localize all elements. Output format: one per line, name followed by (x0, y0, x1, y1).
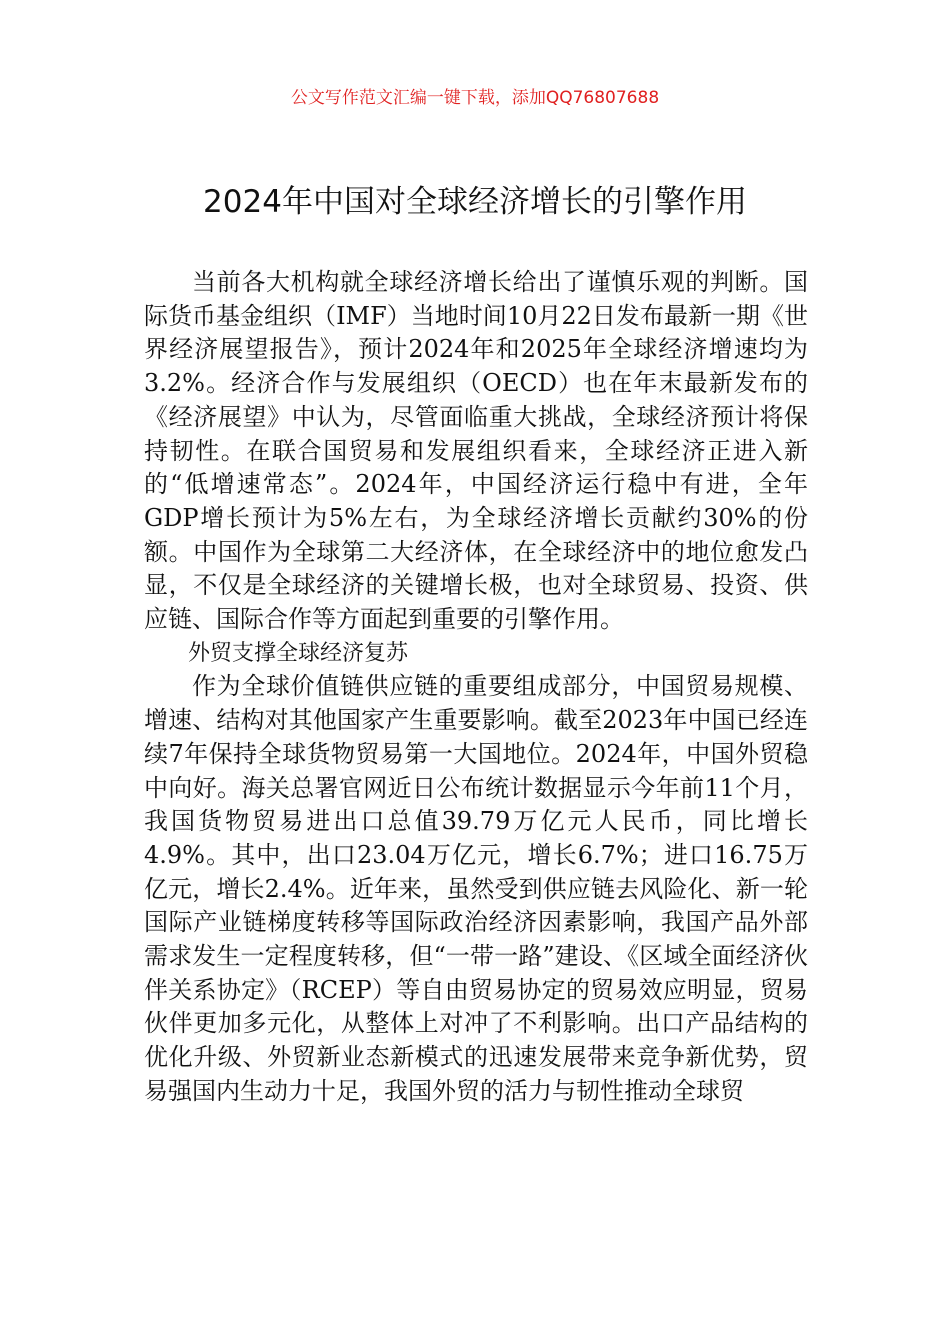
document-title: 2024年中国对全球经济增长的引擎作用 (203, 184, 747, 220)
paragraph-foreign-trade: 作为全球价值链供应链的重要组成部分，中国贸易规模、增速、结构对其他国家产生重要影响。截至2023年中国已经连续7年保持全球货物贸易第一大国地位。2024年，中国外贸稳中向好。海关总署官网近日公布统计数据显示今年前11个月，我国货物贸易进出口总值39.79万亿元人民币，同比增长4.9%。其中，出口23.04万亿元，增长6.7%；进口16.75万亿元，增长2.4%。近年来，虽然受到供应链去风险化、新一轮国际产业链梯度转移等国际政治经济因素影响，我国产品外部需求发生一定程度转移，但“一带一路”建设、《区域全面经济伙伴关系协定》（RCEP）等自由贸易协定的贸易效应明显，贸易伙伴更加多元化，从整体上对冲了不利影响。出口产品结构的优化升级、外贸新业态新模式的迅速发展带来竞争新优势，贸易强国内生动力十足，我国外贸的活力与韧性推动全球贸 (144, 672, 808, 1105)
document-body (144, 266, 808, 1109)
section-heading-foreign-trade: 外贸支撑全球经济复苏 (188, 640, 409, 666)
download-notice: 公文写作范文汇编一键下载，添加QQ76807688 (290, 88, 660, 108)
paragraph-intro: 当前各大机构就全球经济增长给出了谨慎乐观的判断。国际货币基金组织（IMF）当地时间10月22日发布最新一期《世界经济展望报告》，预计2024年和2025年全球经济增速均为3.2%。经济合作与发展组织（OECD）也在年末最新发布的《经济展望》中认为，尽管面临重大挑战，全球经济预计将保持韧性。在联合国贸易和发展组织看来，全球经济正进入新的“低增速常态”。2024年，中国经济运行稳中有进，全年GDP增长预计为5%左右，为全球经济增长贡献约30%的份额。中国作为全球第二大经济体，在全球经济中的地位愈发凸显，不仅是全球经济的关键增长极，也对全球贸易、投资、供应链、国际合作等方面起到重要的引擎作用。 (144, 268, 808, 634)
